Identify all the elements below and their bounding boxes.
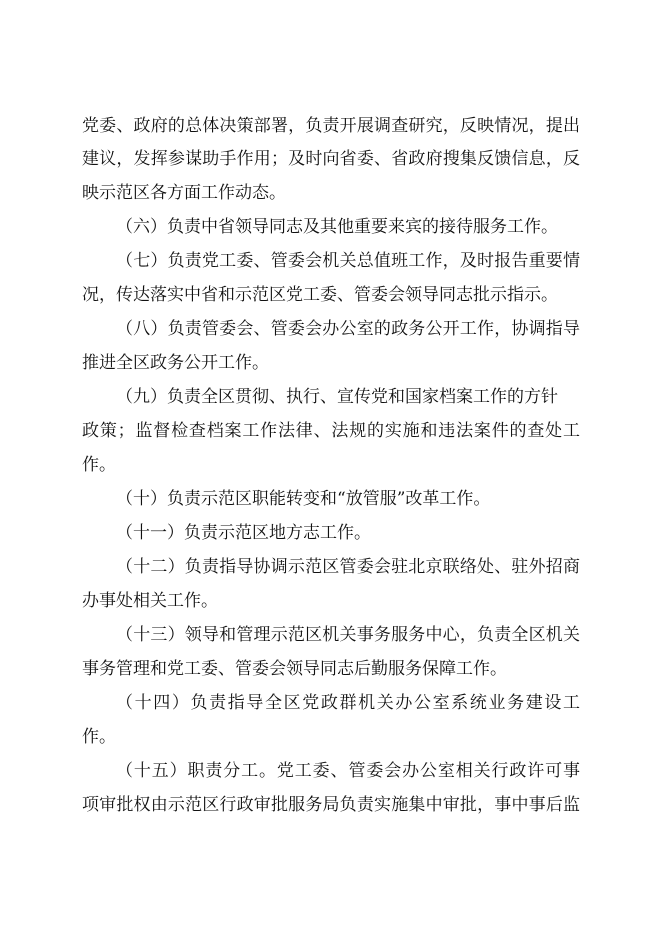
- text-line: 作。: [82, 455, 116, 475]
- text-line: 项审批权由示范区行政审批服务局负责实施集中审批，事中事后监: [82, 795, 580, 815]
- text-line: 办事处相关工作。: [82, 591, 218, 611]
- text-line: 况，传达落实中省和示范区党工委、管委会领导同志批示指示。: [82, 285, 558, 305]
- text-line: 映示范区各方面工作动态。: [82, 183, 286, 203]
- text-line: 事务管理和党工委、管委会领导同志后勤服务保障工作。: [82, 659, 507, 679]
- paragraph-twelve: （十二）负责指导协调示范区管委会驻北京联络处、驻外招商: [116, 557, 580, 577]
- text-line: 党委、政府的总体决策部署，负责开展调查研究，反映情况，提出: [82, 116, 580, 136]
- paragraph-eleven: （十一）负责示范区地方志工作。: [116, 523, 371, 543]
- paragraph-six: （六）负责中省领导同志及其他重要来宾的接待服务工作。: [116, 217, 558, 237]
- text-line: 作。: [82, 727, 116, 747]
- paragraph-ten: （十）负责示范区职能转变和“放管服”改革工作。: [116, 489, 491, 509]
- paragraph-seven: （七）负责党工委、管委会机关总值班工作，及时报告重要情: [116, 251, 580, 271]
- paragraph-fourteen: （十四）负责指导全区党政群机关办公室系统业务建设工: [116, 693, 580, 713]
- paragraph-fifteen: （十五）职责分工。党工委、管委会办公室相关行政许可事: [116, 761, 580, 781]
- paragraph-thirteen: （十三）领导和管理示范区机关事务服务中心，负责全区机关: [116, 625, 580, 645]
- text-line: 建议，发挥参谋助手作用；及时向省委、省政府搜集反馈信息，反: [82, 149, 580, 169]
- paragraph-eight: （八）负责管委会、管委会办公室的政务公开工作，协调指导: [116, 319, 580, 339]
- text-line: 推进全区政务公开工作。: [82, 353, 269, 373]
- text-line: 政策；监督检查档案工作法律、法规的实施和违法案件的查处工: [82, 421, 580, 441]
- paragraph-nine: （九）负责全区贯彻、执行、宣传党和国家档案工作的方针: [116, 387, 558, 407]
